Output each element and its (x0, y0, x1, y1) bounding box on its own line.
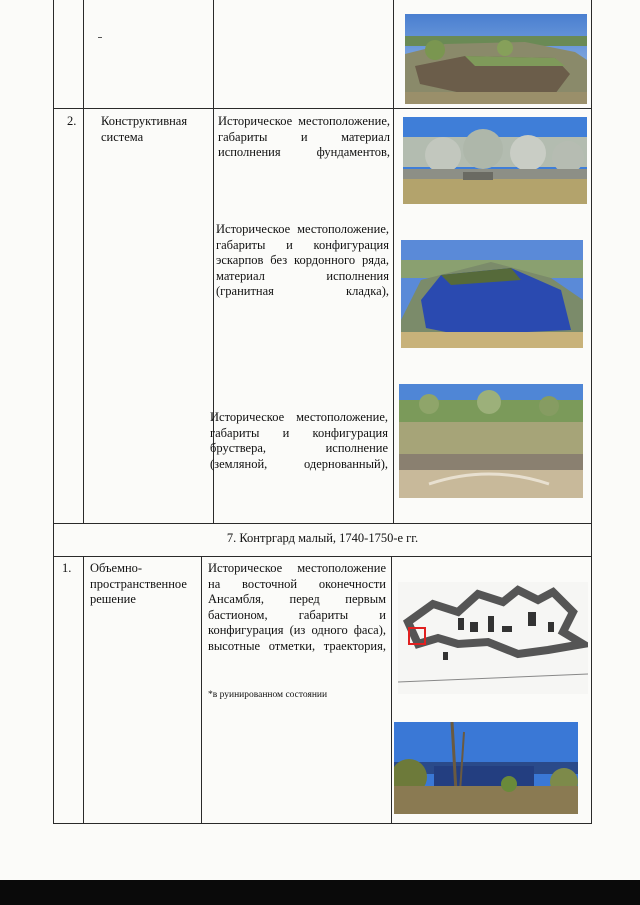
row2-desc-escarps: Историческое местоположение, габариты и конфигурация эскарпов без кордонного ряда, материал исполнения (гранитная кладка), (216, 222, 389, 299)
row1-desc: Историческое местоположение на восточной оконечности Ансамбля, перед первым бастионом, габариты и конфигурация (из одного фаса), высотные отметки, траектория, (208, 561, 386, 653)
table-divider-name-2 (201, 556, 202, 823)
map-fortress-plan (398, 582, 588, 694)
scan-mark (98, 37, 102, 38)
photo-counterguard (394, 722, 578, 814)
row1-note: *в руинированном состоянии (208, 690, 328, 700)
row-separator-2 (53, 523, 592, 524)
row2-name: Конструктивная система (101, 114, 188, 144)
table-divider-desc (393, 0, 394, 523)
section-title: 7. Контргард малый, 1740-1750-е гг. (226, 531, 419, 545)
row2-desc-parapet: Историческое местоположение, габариты и конфигурация бруствера, исполнение (земляной, одернованный), (210, 410, 388, 471)
table-border-right (591, 0, 592, 823)
table-divider-number-2 (83, 556, 84, 823)
photo-parapet-field (399, 384, 583, 498)
table-border-left (53, 0, 54, 823)
scan-bottom-edge (0, 880, 640, 905)
photo-foundations (403, 117, 587, 204)
row-separator-1 (53, 108, 592, 109)
photo-fortification-wall (405, 14, 587, 104)
row2-number: 2. (67, 114, 77, 128)
photo-escarp-blue-tarp (401, 240, 583, 348)
table-divider-desc-2 (391, 556, 392, 823)
row2-desc-foundations: Историческое местоположение, габариты и материал исполнения фундаментов, (218, 114, 390, 160)
row-separator-3 (53, 556, 592, 557)
row1-name: Объемно-пространственное решение (90, 561, 187, 607)
row1-number: 1. (62, 561, 72, 575)
table-divider-number (83, 0, 84, 523)
table-border-bottom (53, 823, 592, 824)
